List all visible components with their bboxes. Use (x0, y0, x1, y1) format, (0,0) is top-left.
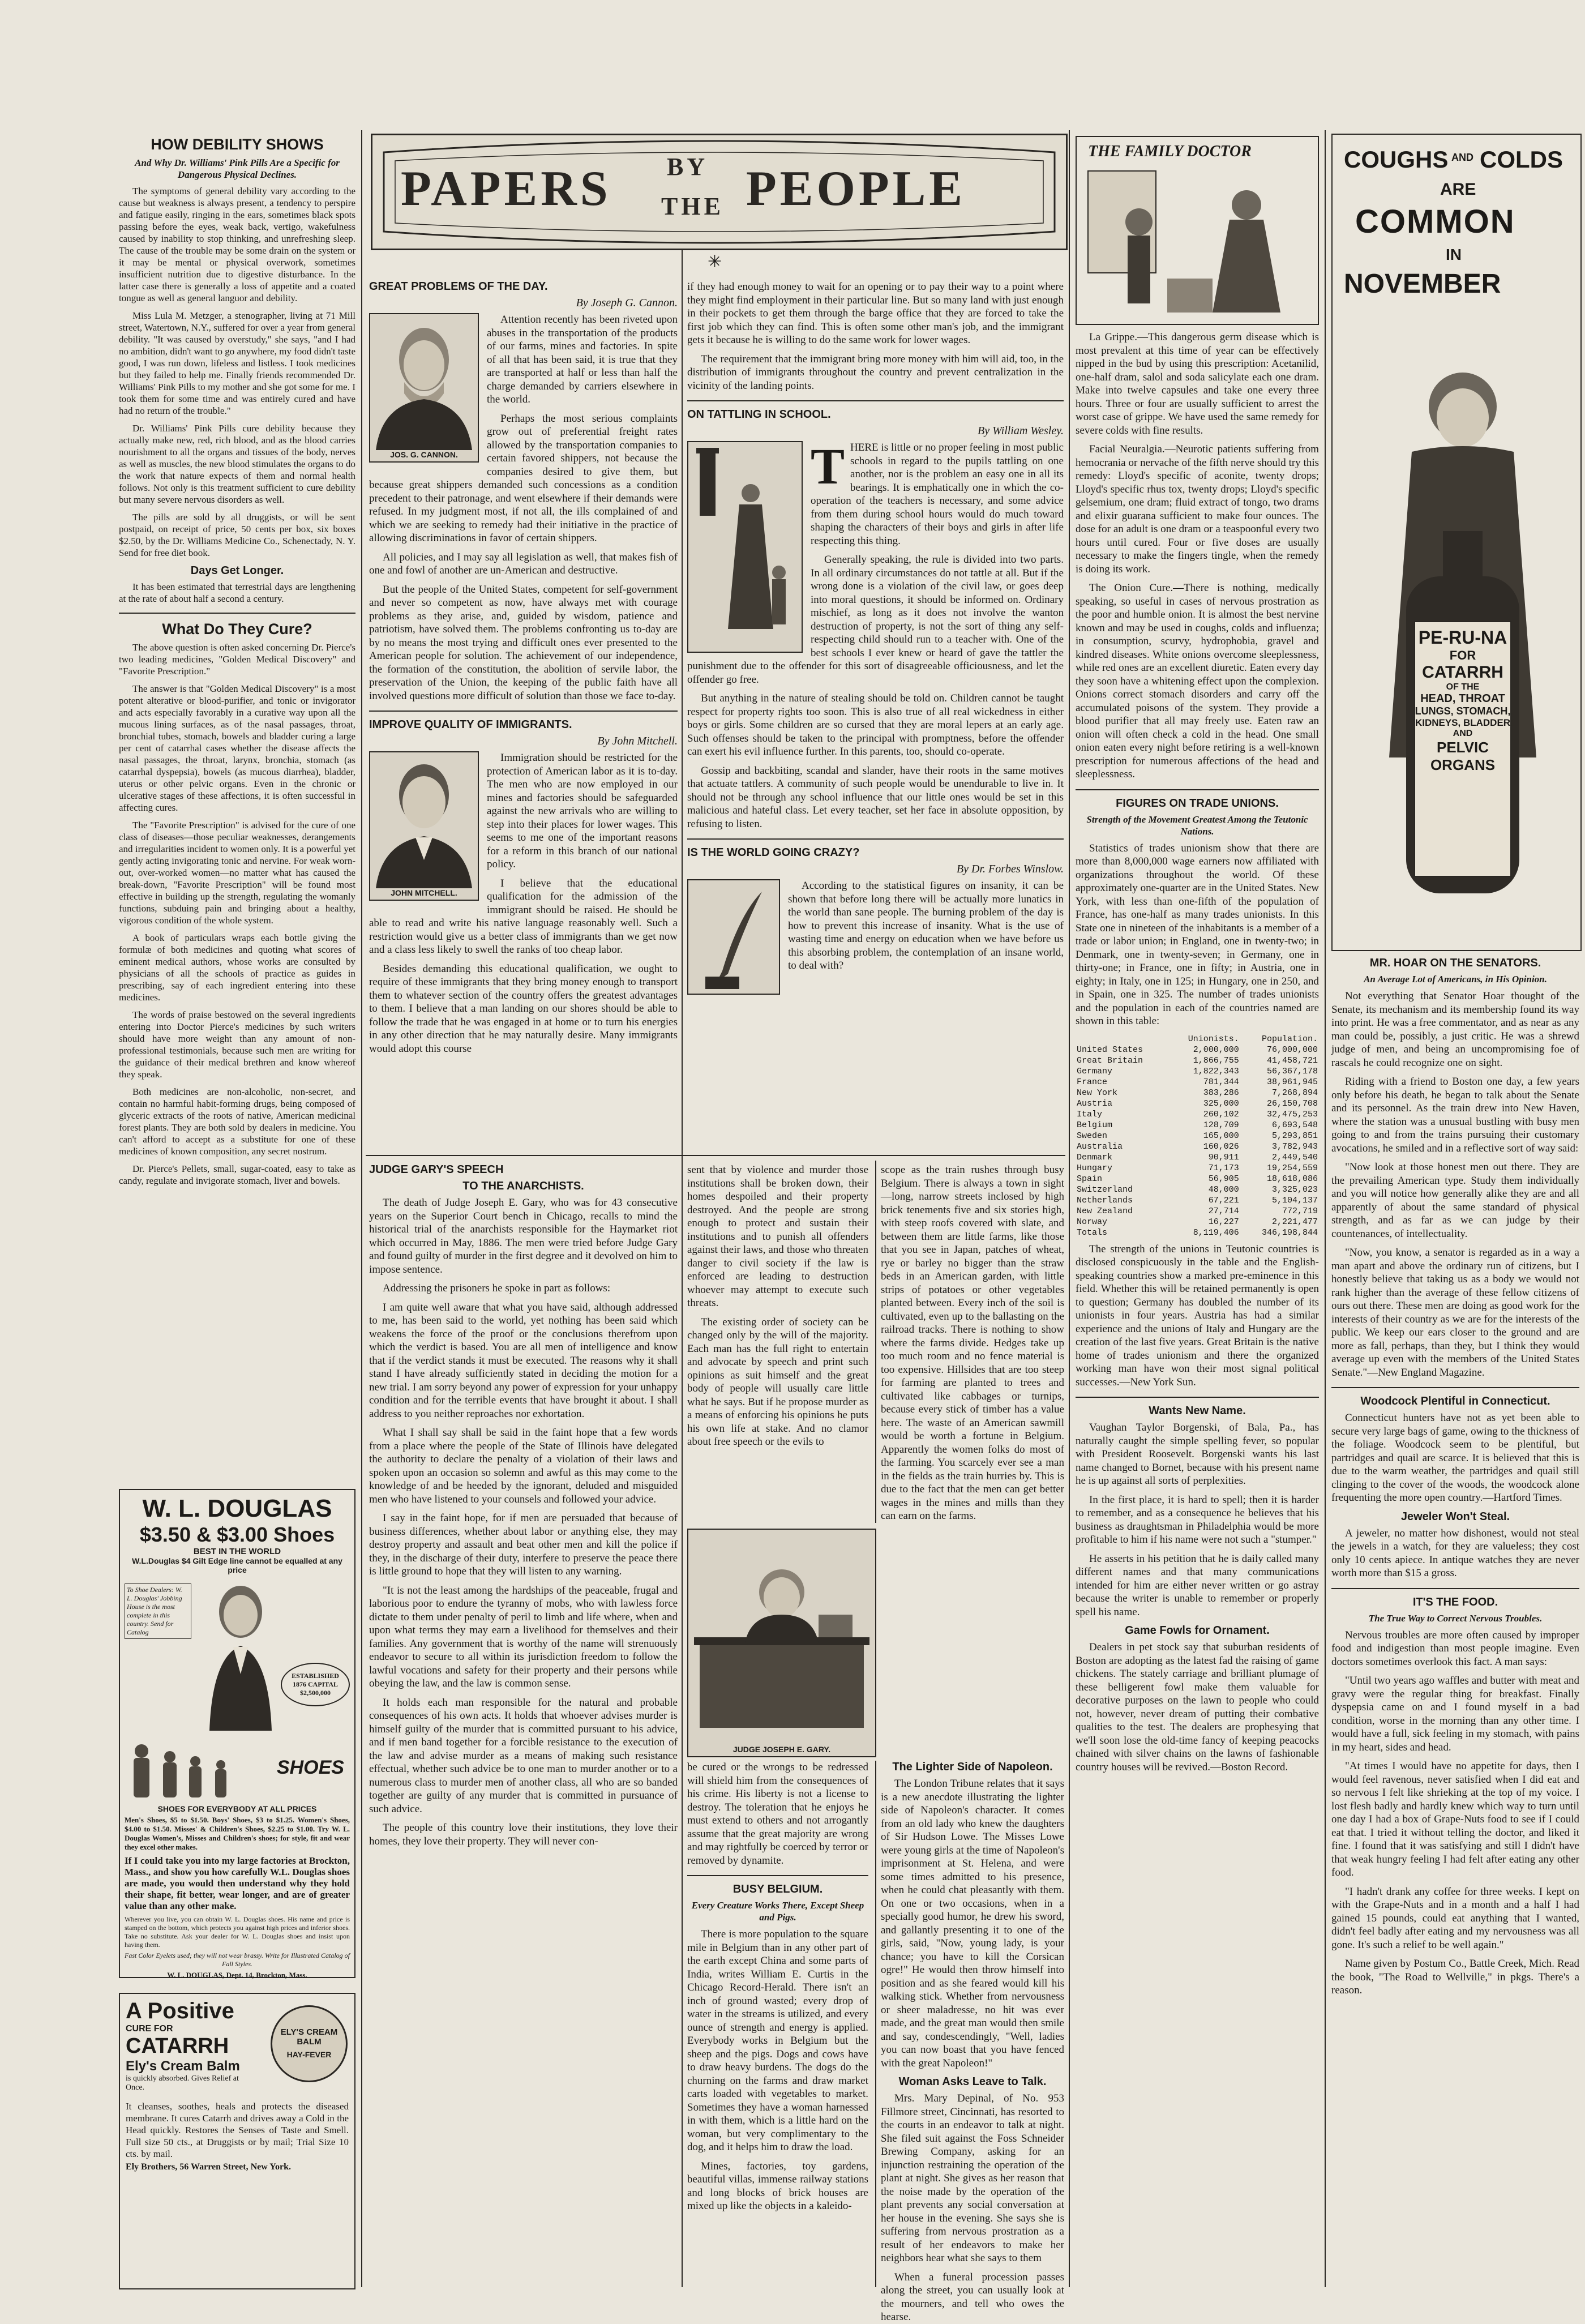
napoleon-paragraph: The London Tribune relates that it says is a new anecdote illustrating the lighter side of Napoleon's character. It comes from an old lady who knew the daughters of Sir Hudson Lowe. The Misses Lowe were young girls at the time of Napoleon's imprisonment at St. Helena, and were some times admitted to his presence, when he could chat pleasantly with them. On one or two occasions, when in a specially good humor, he drew his sword, and gallantly presenting it to one of the girls, said, "Now, young lady, is your chance; you have to kill the Corsican ogre!" He would then throw himself into position and as she feared would kill his walking stick. Whether from nervousness or sheer maladresse, no hit was ever made, and the great man would then smile and say, condescendingly, "Well, ladies you can now boast that you have fenced with the great Napoleon!" (881, 1778, 1064, 2069)
table-cell: 71,173 (1208, 1163, 1239, 1173)
cure-paragraph: Dr. Pierce's Pellets, small, sugar-coated, easy to take as candy, regulate and invigorate stomach, liver and bowels. (119, 1163, 355, 1186)
great-problems-paragraph: Perhaps the most serious complaints grow out of preferential freight rates allowed by the transportation companies to certain favored shippers, not because the companies desired to give them, but because great shippers demanded such concessions as a condition precedent to their patronage, and went elsewhere if their demands were refused. In my judgment most, if not all, the ills complained of and which we are seeking to remedy had their initiative in the practice of allowing discriminations in favor of certain shippers. (369, 412, 678, 544)
peruna-common: COMMON (1355, 203, 1515, 240)
table-cell: 772,719 (1282, 1206, 1318, 1216)
table-cell: Spain (1077, 1174, 1103, 1184)
table-row (1076, 1217, 1319, 1227)
table-cell: 48,000 (1208, 1184, 1239, 1195)
food-paragraph: Nervous troubles are more often caused by improper food and indigestion than most people imagine. Even doctors sometimes overlook this fact. A man says: (1331, 1629, 1579, 1668)
portrait-icon (370, 752, 478, 888)
column-4-upper (881, 1163, 1064, 1526)
douglas-address: W. L. DOUGLAS, Dept. 14, Brockton, Mass. (167, 1971, 307, 1979)
peruna-label-line: HEAD, THROAT (1420, 692, 1505, 705)
immigrants-byline: By John Mitchell. (597, 735, 678, 747)
peruna-november: NOVEMBER (1344, 269, 1501, 299)
belgium-paragraph: There is more population to the square mile in Belgium than in any other part of the earth except China and some parts of India, writes William E. Curtis in the Chicago Record-Herald. There isn't an inch of ground wasted; every drop of water in the streams is utilized, and every ounce of strength and energy is applied. Everybody works in Belgium but the sheep and the pigs. Dogs and cows have to draw heavy burdens. The dogs do the churning on the farms and draw market carts loaded with vegetables to market. Sometimes they have a woman harnessed in with them, which is a little hard on the woman, but very complimentary to the dog, and it helps him to draw the load. (687, 1928, 868, 2153)
shoes-word: SHOES (276, 1757, 344, 1778)
table-cell: Norway (1077, 1217, 1108, 1227)
peruna-label-line: OF THE (1446, 682, 1480, 692)
table-row (1076, 1088, 1319, 1098)
immigrants-paragraph: Besides demanding this educational qualification, we ought to require of these immigrants that they bring money enough to transport them to whatever section of the country offers the greatest advantages to them. I believe that a man landing on our shores should be able to follow the trade that he was engaged in at home or to turn his energies in any other direction that he may naturally desire. Many immigrants would adopt this course (369, 962, 678, 1055)
douglas-portrait (204, 1578, 277, 1731)
gary-continued: be cured or the wrongs to be redressed will shield him from the consequences of his crime. His liberty is not a license to destroy. The toleration that he enjoys he must extend to others and not arrogantly assume that the great majority are wrong and may rightfully be coerced by terror or removed by dynamite. (687, 1761, 868, 1867)
peruna-label-line: FOR (1449, 648, 1476, 662)
table-cell: 27,714 (1208, 1206, 1239, 1216)
names-paragraph: Vaughan Taylor Borgenski, of Bala, Pa., has naturally caught the simple spelling fever, so popular with President Roosevelt. Borgenski wants his last name changed to Bornet, because with his present name he is up against all sorts of perplexities. (1076, 1422, 1319, 1487)
masthead-by: BY (667, 153, 709, 181)
table-cell: Germany (1077, 1066, 1113, 1076)
table-cell: 325,000 (1203, 1098, 1239, 1108)
column-3-lower-b (687, 1761, 868, 2287)
peruna-ad (1331, 134, 1582, 951)
food-paragraph: Name given by Postum Co., Battle Creek, Mich. Read the book, "The Road to Wellville," in pkgs. There's a reason. (1331, 1958, 1579, 1996)
days-headline: Days Get Longer. (190, 564, 284, 577)
fowls-headline: Game Fowls for Ornament. (1125, 1624, 1270, 1637)
table-cell: 8,119,406 (1193, 1227, 1239, 1238)
column-6 (1331, 957, 1579, 2287)
table-row (1076, 1141, 1319, 1152)
elys-tagline: is quickly absorbed. Gives Relief at Once. (126, 2074, 239, 2092)
section-rule (366, 1155, 1065, 1156)
table-row (1076, 1109, 1319, 1120)
table-cell: Austria (1077, 1098, 1113, 1108)
douglas-tagline: W.L.Douglas $4 Gilt Edge line cannot be equalled at any price (132, 1556, 342, 1574)
food-paragraph: "Until two years ago waffles and butter with meat and gravy were the regular thing for breakfast. Finally dyspepsia came on and I found myself in a bad condition, worse in the morning than any other time. I would have a full, sick feeling in my stomach, with pains in my heart, sides and head. (1331, 1675, 1579, 1753)
woman-paragraph: When a funeral procession passes along the street, you can usually look at the mourners, and tell who owes the hearse. (881, 2271, 1064, 2323)
table-cell: Netherlands (1077, 1195, 1133, 1205)
tattling-headline: ON TATTLING IN SCHOOL. (687, 408, 831, 421)
hoar-paragraph: Not everything that Senator Hoar thought of the Senate, its mechanism and its membership found its way into print. He was a free commentator, and as near as any man could be, possibly, a just critic. He was a shrewd judge of men, and being an uncompromising foe of rascals he could recognize one on sight. (1331, 990, 1579, 1069)
column-rule (1325, 130, 1326, 2287)
portrait-icon (204, 1578, 277, 1731)
table-cell: 781,344 (1203, 1077, 1239, 1087)
unions-paragraph: Statistics of trades unionism show that there are more than 8,000,000 wage earners now affiliated with organizations throughout the world. Of these approximately one-quarter are in the United States. New York, with less than one-fifth of the population of France, has one-half as many trades unionists. In this State one in nineteen of the inhabitants is a member of a trade or labor union; in England, one in twenty-two; in Denmark, one in twenty-seven; in Germany, one in thirty-one; in France, one in fifty; in Austria, one in eighty; in Italy, one in 125; in Hungary, one in 250, and in Spain, one in 325. The number of trades unionists and the population in each of the countries named are shown in this table: (1076, 842, 1319, 1027)
column-rule (682, 249, 683, 2287)
table-cell: Totals (1077, 1227, 1108, 1238)
table-cell: New Zealand (1077, 1206, 1133, 1216)
peruna-bottle-label (1415, 627, 1511, 774)
belgium-headline: BUSY BELGIUM. (732, 1883, 823, 1895)
divider (687, 1875, 868, 1876)
family-doctor-illustration-icon (1077, 137, 1318, 322)
table-row (1076, 1120, 1319, 1131)
table-cell: 16,227 (1208, 1217, 1239, 1227)
table-cell: 19,254,559 (1266, 1163, 1318, 1173)
insanity-byline: By Dr. Forbes Winslow. (956, 863, 1064, 875)
peruna-colds: COLDS (1480, 146, 1563, 173)
gary-paragraph: The death of Judge Joseph E. Gary, who was for 43 consecutive years on the Superior Court bench in Chicago, recalls to mind the historical trial of the anarchists responsible for the Haymarket riot which occurred in May, 1886. The men were tried before Judge Gary and found guilty of murder in the first degree and it devolved on him to impose sentence. (369, 1197, 678, 1276)
cannon-caption: JOS. G. CANNON. (390, 450, 458, 459)
star-ornament-icon: ✳ (708, 252, 722, 271)
tattling-paragraph: HERE is little or no proper feeling in most public schools in regard to the pupils tattling on one another, nor is the problem an easy one in all its bearings. It is emphatically one in which the co-operation of the teachers is necessary, and some advice from them during school hours would do much toward shaping the characters of their boys and girls in after life respecting this thing. (811, 442, 1064, 547)
table-cell: Hungary (1077, 1163, 1113, 1173)
peruna-label-line: AND (1453, 729, 1473, 738)
table-cell: Sweden (1077, 1131, 1108, 1141)
peruna-label-line: CATARRH (1422, 663, 1503, 682)
divider (687, 400, 1064, 401)
immigrants-headline: IMPROVE QUALITY OF IMMIGRANTS. (369, 718, 572, 731)
hoar-headline: MR. HOAR ON THE SENATORS. (1369, 957, 1541, 969)
divider (1076, 789, 1319, 790)
days-paragraph: It has been estimated that terrestrial days are lengthening at the rate of about half a second a century. (119, 581, 355, 604)
table-cell: 32,475,253 (1266, 1109, 1318, 1119)
elys-address: Ely Brothers, 56 Warren Street, New York. (126, 2162, 291, 2172)
table-cell: 2,221,477 (1271, 1217, 1318, 1227)
douglas-prices: Men's Shoes, $5 to $1.50. Boys' Shoes, $3 to $1.25. Women's Shoes, $4.00 to $1.50. Misses' & Children's Shoes, $2.25 to $1.00. Try W. L. Douglas Women's, Misses and Children's shoes; for style, fit and wear they excel other makes. (125, 1816, 350, 1851)
names-paragraph: He asserts in his petition that he is daily called many different names and that many communications intended for him are either never written or go astray because the writer is unable to remember or properly spell his name. (1076, 1552, 1319, 1618)
table-cell: Belgium (1077, 1120, 1113, 1130)
tattling-paragraph: Generally speaking, the rule is divided into two parts. In all ordinary circumstances do not tattle at all. But if the wrong done is a violation of the civil law, or goes deep into moral questions, it should be informed on. Ordinary mischief, as long as it does not involve the wanton destruction of property, is not the sort of thing any self-respecting child should run to a teacher with. One of the best schools I ever knew or heard of gave the tattler the punishment due to the offender for this sort of disagreeable officiousness, and let the offender go free. (687, 554, 1064, 686)
unions-headline: FIGURES ON TRADE UNIONS. (1116, 797, 1279, 810)
elys-subline: CURE FOR (126, 2024, 173, 2034)
unions-paragraph: The strength of the unions in Teutonic countries is disclosed conspicuously in the table and the English-speaking countries show a marked pre-eminence in this field. Whether this will be retained permanently is open to question; Germany has doubled the number of its unionists in four years. Austria has had a similar experience and the unions of Italy and Hungary are the creation of the last five years. Great Britain is the native home of trades unionism and there the organized working man have won their most signal political successes.—New York Sun. (1076, 1243, 1319, 1388)
gary-paragraph: "It is not the least among the hardships of the peaceable, frugal and laborious poor to endure the tyranny of mobs, who with lawless force dictate to them under penalty of peril to limb and life where, when and upon what terms they may earn a livelihood for themselves and their families. Any government that is worthy of the name will strenuously endeavor to secure to all within its jurisdiction freedom to follow the lawful vocations and safety for their property and their persons while obeying the law, and the law is common sense. (369, 1584, 678, 1689)
elys-cream-balm-ad (119, 1993, 355, 2289)
table-cell: Switzerland (1077, 1184, 1133, 1195)
column-3-upper (687, 280, 1064, 1149)
great-problems-paragraph: But the people of the United States, competent for self-government and never so competent as now, have always met with courage problems as they arise, and, guided by wisdom, patience and patriotism, have solved them. The problems confronting us to-day are by no means the most trying and difficult ones ever presented to the American people for solution. The achievement of our independence, the formation of the constitution, the abolition of servile labor, the preservation of the Union, the keeping of the public faith have all involved questions more difficult of solution than those we face to-day. (369, 583, 678, 702)
table-cell: 3,782,943 (1271, 1141, 1318, 1152)
table-cell: 346,198,844 (1261, 1227, 1318, 1238)
table-header-row (1076, 1034, 1319, 1045)
table-row (1076, 1163, 1319, 1174)
peruna-coughs: COUGHS (1344, 146, 1449, 173)
napoleon-headline: The Lighter Side of Napoleon. (892, 1761, 1053, 1773)
cure-paragraph: Both medicines are non-alcoholic, non-secret, and contain no harmful habit-forming drugs, being composed of glyceric extracts of the roots of native, American medicinal forest plants. They are both sold by dealers in medicine. You can't afford to accept as a substitute for one of these medicines of known composition, any secret nostrum. (119, 1086, 355, 1157)
divider (1331, 1387, 1579, 1388)
column-4-lower (881, 1761, 1064, 2323)
column-rule (875, 1761, 876, 2287)
woman-paragraph: Mrs. Mary Depinal, of No. 953 Fillmore street, Cincinnati, has resorted to the courts in an endeavor to talk at night. She filed suit against the Foss Schneider Brewing Company, asking for an injunction restraining the operation of the plant at night. She gives as her reason that the noise made by the operation of the plant prevents any social conversation at her house in the evening. She says she is suffering from nervous prostration as a result of her endeavors to make her neighbors hear what she says to them (881, 2092, 1064, 2264)
table-cell: United States (1077, 1045, 1143, 1055)
table-cell: 165,000 (1203, 1131, 1239, 1141)
table-cell: 1,822,343 (1193, 1066, 1239, 1076)
jeweler-headline: Jeweler Won't Steal. (1400, 1510, 1510, 1523)
debility-subhead: And Why Dr. Williams' Pink Pills Are a Specific for Dangerous Physical Declines. (135, 157, 340, 180)
peruna-label-line: ORGANS (1430, 756, 1496, 773)
douglas-body: If I could take you into my large factories at Brockton, Mass., and show you how carefully W.L. Douglas shoes are made, you would then understand why they hold their shape, fit better, wear longer, and are of greater value than any other make. (125, 1855, 350, 1911)
family-doctor-banner (1076, 136, 1319, 325)
immigrants-paragraph: I believe that the educational qualification for the admission of the immigrant should be raised. He should be able to read and write his native language reasonably well. Such a restriction would give us a better class of immigrants than we get now and a class less likely to swell the ranks of too cheap labor. (369, 877, 678, 956)
gary-paragraph: It holds each man responsible for the natural and probable consequences of his own acts. It holds that whoever advises murder is himself guilty of the murder that is committed pursuant to his advice, and if men band together for a forcible resistance to the execution of the law and advise murder as a means of making such resistance effectual, whether such advice be to one man to murder another or to a numerous class to murder men of another class, all who are so banded together are guilty of any murder that is committed in pursuance of such advice. (369, 1696, 678, 1815)
jeweler-paragraph: A jeweler, no matter how dishonest, would not steal the jewels in a watch, for they are valueless; they cost only 10 cents apiece. In antique watches they are never worth more than $15 a gross. (1331, 1527, 1579, 1579)
elys-hay-fever: HAY-FEVER (286, 2050, 332, 2059)
cure-paragraph: The words of praise bestowed on the several ingredients entering into Doctor Pierce's medicines by such writers should have more weight than any amount of non-professional testimonials, because such men are writing for the guidance of their medical brethren and know whereof they speak. (119, 1009, 355, 1080)
hoar-paragraph: "Now look at those honest men out there. They are the prevailing American type. Study them individually and you will notice how generally alike they are and all apparently of about the same standard of physical strength, and as far as we can judge by their countenances, of intellectuality. (1331, 1161, 1579, 1240)
hoar-paragraph: Riding with a friend to Boston one day, a few years only before his death, he began to talk about the Senate and its personnel. As the train drew into New Haven, where the station was a unusual bustling with busy men going to and from the trains pursuing their customary avocations, he smiled and in a reflective sort of way said: (1331, 1076, 1579, 1154)
gary-continued: sent that by violence and murder those institutions shall be broken down, their homes despoiled and their property destroyed. And the people are strong enough to protect and sustain their institutions and to punish all offenders against their laws, and those who threaten danger to civil society if the law is enforced are leading to destruction whoever may attempt to execute such threats. (687, 1164, 868, 1309)
table-cell: 56,905 (1208, 1174, 1239, 1184)
peruna-in: IN (1446, 246, 1462, 263)
table-row (1076, 1195, 1319, 1206)
cure-headline: What Do They Cure? (162, 620, 312, 637)
unions-subhead: Strength of the Movement Greatest Among the Teutonic Nations. (1086, 814, 1308, 837)
table-cell: 41,458,721 (1266, 1055, 1318, 1065)
names-headline: Wants New Name. (1149, 1405, 1246, 1417)
table-cell: Australia (1077, 1141, 1123, 1152)
table-row (1076, 1045, 1319, 1055)
immigrants-continued: The requirement that the immigrant bring more money with him will aid, too, in the distribution of immigrants throughout the country and prevent centralization in the vicinity of the landing points. (687, 353, 1064, 392)
table-cell: 5,293,851 (1271, 1131, 1318, 1141)
peruna-label-line: LUNGS, STOMACH, (1415, 705, 1511, 717)
cure-paragraph: The answer is that "Golden Medical Discovery" is a most potent alterative or blood-purifier, and tonic or invigorator and acts especially favorably in a curative way upon all the mucous lining surfaces, as of the nasal passages, throat, bronchial tubes, stomach, bowels and bladder curing a large per cent of catarrhal cases whether the disease affects the nasal passages, the throat, larynx, bronchia, stomach (as catarrhal dyspepsia), bowels (as mucous diarrhea), bladder, uterus or other pelvic organs. Even in the chronic or ulcerative stages of these affections, it is often successful in affecting cures. (119, 683, 355, 813)
capital-badge: ESTABLISHED 1876 CAPITAL $2,500,000 (281, 1663, 350, 1706)
gary-paragraph: I am quite well aware that what you have said, although addressed to me, has been said to the world, yet nothing has been said which weakens the force of the proof or the conclusions therefrom upon which the verdict is based. You are all men of intelligence and know that if the verdict stands it must be executed. The reasons why it shall stand I have already sufficiently stated in deciding the motion for a new trial. I am sorry beyond any power of expression for your unhappy condition and for the terrible events that have brought it about. I shall address to you neither reproaches nor exhortation. (369, 1301, 678, 1420)
elys-catarrh: CATARRH (126, 2034, 229, 2058)
table-row (1076, 1131, 1319, 1141)
peruna-and: AND (1451, 152, 1473, 163)
divider (687, 838, 1064, 840)
douglas-shoes-ad (119, 1489, 355, 1978)
gary-headline: JUDGE GARY'S SPEECH (369, 1163, 504, 1176)
table-cell: 2,449,540 (1271, 1152, 1318, 1162)
table-cell: France (1077, 1077, 1108, 1087)
gary-illustration (687, 1529, 876, 1757)
table-total-row (1076, 1227, 1319, 1238)
tattling-paragraph: But anything in the nature of stealing should be told on. Children cannot be taught respect for property rights too soon. This is also true of all real wickedness in either boys or girls. Some children are so cursed that they are moral lepers at an early age. Such offenses should be taken to the principal with promptness, before the offender can exert his evil influence further. In this parents, too, should co-operate. (687, 692, 1064, 757)
douglas-fine-print: Wherever you live, you can obtain W. L. Douglas shoes. His name and price is stamped on the bottom, which protects you against high prices and inferior shoes. Take no substitute. Ask your dealer for W. L. Douglas shoes and insist upon having them. (125, 1915, 350, 1949)
column-5 (1076, 136, 1319, 2287)
masthead-papers: PAPERS (401, 161, 611, 216)
food-headline: IT'S THE FOOD. (1412, 1595, 1498, 1608)
woman-headline: Woman Asks Leave to Talk. (898, 2075, 1047, 2088)
table-cell: 260,102 (1203, 1109, 1239, 1119)
gary-continued: The existing order of society can be changed only by the will of the majority. Each man has the full right to entertain and advocate by speech and print such opinions as suit himself and the great body of people will usually care little what he says. But if he propose murder as a means of enforcing his opinions he puts his own life at stake. And no clamor about free speech or the evils to (687, 1316, 868, 1448)
table-cell: Denmark (1077, 1152, 1113, 1162)
table-cell: 6,693,548 (1271, 1120, 1318, 1130)
douglas-price: $3.50 & $3.00 Shoes (139, 1523, 335, 1546)
column-2-lower (369, 1163, 678, 2287)
gary-paragraph: The people of this country love their institutions, they love their homes, they love their property. They will never con- (369, 1822, 678, 1847)
great-problems-headline: GREAT PROBLEMS OF THE DAY. (369, 280, 548, 293)
judge-at-bench-icon (688, 1530, 875, 1745)
elys-product: Ely's Cream Balm (126, 2058, 240, 2074)
column-rule (361, 130, 362, 2287)
fowls-paragraph: Dealers in pet stock say that suburban residents of Boston are adopting as the latest fad the raising of game chickens. The stately carriage and brilliant plumage of these belligerent fowl make them valuable for decorative purposes on the lawn to people who could not, however, never dream of putting their combative qualities to the test. The dealers are prophesying that we'll soon lose the old-time fancy of keeping peacocks chained with silver chains on the lawns of fashionable country houses will be revived.—Boston Record. (1076, 1641, 1319, 1773)
cure-paragraph: The above question is often asked concerning Dr. Pierce's two leading medicines, "Golden Medical Discovery" and "Favorite Prescription." (119, 642, 355, 677)
woodcock-headline: Woodcock Plentiful in Connecticut. (1360, 1395, 1550, 1407)
cure-paragraph: A book of particulars wraps each bottle giving the formulæ of both medicines and quoting what scores of eminent medical authors, whose works are consulted by physicians of all the schools of practice as guides in prescribing, say of each ingredient entering into these medicines. (119, 932, 355, 1003)
family-doctor-label: THE FAMILY DOCTOR (1088, 143, 1252, 160)
table-cell: 383,286 (1203, 1088, 1239, 1098)
belgium-paragraph: Mines, factories, toy gardens, beautiful villas, immense railway stations and long blocks of brick houses are mixed up like the objects in a kaleido- (687, 2160, 868, 2212)
cure-paragraph: The "Favorite Prescription" is advised for the cure of one class of diseases—those peculiar weaknesses, derangements and irregularities incident to women only. It is a powerful yet gently acting invigorating tonic and nervine. For weak worn-out, over-worked women—no matter what has caused the break-down, "Favorite Prescription" will be found most effective in building up the strength, regulating the womanly functions, subduing pain and bringing about a healthy, vigorous condition of the whole system. (119, 820, 355, 926)
mitchell-portrait (369, 751, 479, 901)
great-problems-byline: By Joseph G. Cannon. (576, 297, 678, 309)
douglas-footer: Fast Color Eyelets used; they will not wear brassy. Write for Illustrated Catalog of Fall Styles. (125, 1951, 350, 1968)
trade-unions-rows (1076, 1045, 1319, 1227)
douglas-tagline: BEST IN THE WORLD (193, 1547, 281, 1556)
table-cell: 5,104,137 (1271, 1195, 1318, 1205)
table-cell: 160,026 (1203, 1141, 1239, 1152)
debility-headline: HOW DEBILITY SHOWS (151, 136, 324, 153)
table-cell: New York (1077, 1088, 1118, 1098)
table-row (1076, 1174, 1319, 1184)
cannon-portrait (369, 313, 479, 463)
table-header: Population. (1261, 1034, 1318, 1044)
table-cell: 1,866,755 (1193, 1055, 1239, 1065)
insanity-headline: IS THE WORLD GOING CRAZY? (687, 846, 860, 859)
elys-badge (271, 2005, 348, 2082)
douglas-all-prices: SHOES FOR EVERYBODY AT ALL PRICES (157, 1804, 317, 1813)
hoar-paragraph: "Now, you know, a senator is regarded as in a way a man apart and above the ordinary run of citizens, but I honestly believe that taking us as a body we would not rank higher than the average of these fellow citizens of ours out there. These men are doing as good work for the interests of their country as we are for the interests of the public. We keep our ears closer to the ground and are more as fall, perhaps, than they, but I think they would average up even with the members of the United States Senate."—New England Magazine. (1331, 1247, 1579, 1379)
table-header: Unionists. (1188, 1034, 1239, 1044)
portrait-icon (370, 314, 478, 450)
table-row (1076, 1184, 1319, 1195)
immigrants-continued: if they had enough money to wait for an opening or to pay their way to a point where they might find employment in their particular line. But so many land with just enough in their pockets to get them through the barge office that they are forced to take the first job which they can find. This is often some other man's job, and the immigrant gets it because he is willing to do the same work for lower wages. (687, 281, 1064, 346)
debility-paragraph: The symptoms of general debility vary according to the cause but weakness is always present, a tendency to perspire and fatigue easily, ringing in the ears, sometimes black spots passing before the eyes, weak back, vertigo, wakefulness caused by inability to stop thinking, and unrefreshing sleep. The cause of the trouble may be some drain on the system or it may be mental or physical overwork, sometimes insufficient nutrition due to digestive disturbance. In the latter case there is generally a loss of appetite and a coated tongue as well as general languor and debility. (119, 186, 355, 303)
elys-body: It cleanses, soothes, heals and protects the diseased membrane. It cures Catarrh and drives away a Cold in the Head quickly. Restores the Senses of Taste and Smell. Full size 50 cts., at Druggists or by mail; Trial Size 10 cts. by mail. (126, 2101, 349, 2159)
table-row (1076, 1098, 1319, 1109)
belgium-continued: scope as the train rushes through busy Belgium. There is always a town in sight—long, narrow streets inclosed by high brick tenements five and six stories high, with steep roofs covered with slate, and between them are little farms, like those that you see in Japan, patches of wheat, rye or barley no bigger than the straw beds in an American garden, with little strips of potatoes or other vegetables planted between. Every inch of the soil is cultivated, even up to the ballasting on the railroad tracks. There is nothing to show where the farms divide. Hedges take up too much room and no fence material is too expensive. Hillsides that are too steep for farming are planted to trees and cultivated like cabbages or turnips, because every stick of timber has a value here. The waste of an American sawmill would be worth a fortune in Belgium. Apparently the women folks do most of the farming. You scarcely ever see a man in the fields as the train hurries by. This is due to the fact that the men can get better wages in the mines and mills than they can earn on the farms. (881, 1164, 1064, 1522)
masthead-the: THE (661, 192, 724, 220)
trade-unions-table (1076, 1034, 1319, 1238)
quill-pen-icon (688, 880, 779, 994)
great-problems-paragraph: Attention recently has been riveted upon abuses in the transportation of the products of our farms, mines and factories. In spite of all that has been said, it is true that they are transported at half or less than half the charge demanded by carriers elsewhere in the world. (487, 314, 678, 405)
gary-paragraph: Addressing the prisoners he spoke in part as follows: (383, 1282, 611, 1294)
table-row (1076, 1206, 1319, 1217)
divider (369, 711, 678, 712)
doctor-paragraph: The Onion Cure.—There is nothing, medically speaking, so useful in cases of nervous prostration as the poor and humble onion. It is almost the best nervine known and may be used in coughs, colds and influenza; in consumption, scurvy, hydrophobia, gravel and kindred diseases. White onions overcome sleeplessness, while red ones are an excellent diuretic. Eaten every day they soon have a whitening effect upon the complexion. Onions correct stomach disorders and carry off the accumulated poisons of the system. They provide a blood purifier that all may freely use. Eaten raw an onion will often check a cold in the head. One small onion eaten every night before retiring is a well-known prescription for numerous affections of the head and sleeplessness. (1076, 582, 1319, 780)
table-cell: 128,709 (1203, 1120, 1239, 1130)
names-paragraph: In the first place, it is hard to spell; then it is harder to remember, and as a consequence he believes that his business as draughtsman in Philadelphia would be more profitable to him if his name were not such a "stumper." (1076, 1493, 1319, 1546)
belgium-subhead: Every Creature Works There, Except Sheep and Pigs. (691, 1900, 864, 1923)
food-subhead: The True Way to Correct Nervous Troubles. (1368, 1612, 1543, 1624)
gary-paragraph: What I shall say shall be said in the faint hope that a few words from a place where the people of the State of Illinois have delegated the authority to declare the penalty of a violation of their laws and spoken upon an occasion so solemn and awful as this may come to the knowledge of and be heeded by the ignorant, deluded and misguided men who have listened to your counsels and followed your advice. (369, 1427, 678, 1505)
insanity-paragraph: According to the statistical figures on insanity, it can be shown that before long there will be actually more lunatics in the world than sane people. The burning problem of the day is how to prevent this increase of insanity. What is the use of wasting time and energy on education when we have before us this absorbing problem, the contemplation of an insane world, to deal with? (788, 880, 1064, 971)
table-row (1076, 1066, 1319, 1077)
food-paragraph: "I hadn't drank any coffee for three weeks. I kept on with the Grape-Nuts and in a month and a half I had gained 15 pounds, could eat anything that I wanted, didn't feel badly after eating and my nervousness was all gone. It's such a relief to be well again." (1331, 1885, 1579, 1951)
doctor-paragraph: La Grippe.—This dangerous germ disease which is most prevalent at this time of year can be effectively nipped in the bud by using this prescription: Acetanilid, one-half dram, salol and soda salicylate each one dram. Make into twelve capsules and take one every three hours. Three or four are usually sufficient to arrest the worst case of grippe. We have used the same remedy for severe colds with fine results. (1076, 331, 1319, 436)
tattling-illustration (687, 441, 803, 653)
peruna-label-line: KIDNEYS, BLADDER (1415, 717, 1511, 728)
column-rule (875, 1161, 876, 1523)
peruna-brand: PE-RU-NA (1418, 627, 1507, 648)
table-cell: 56,367,178 (1266, 1066, 1318, 1076)
column-2-upper (369, 280, 678, 1149)
divider (1076, 1397, 1319, 1398)
quill-illustration (687, 879, 780, 995)
table-cell: 18,618,086 (1266, 1174, 1318, 1184)
table-row (1076, 1152, 1319, 1163)
gary-paragraph: I say in the faint hope, for if men are persuaded that because of business differences, whether about labor or anything else, they may destroy property and assault and beat other men and kill the police if they, in the discharge of their duty, interfere to preserve the peace there is little ground to hope that they will listen to any warning. (369, 1512, 678, 1577)
debility-paragraph: The pills are sold by all druggists, or will be sent postpaid, on receipt of price, 50 cents per box, six boxes $2.50, by the Dr. Williams Medicine Co., Schenectady, N. Y. Send for free diet book. (119, 512, 355, 558)
table-cell: Great Britain (1077, 1055, 1143, 1065)
debility-paragraph: Dr. Williams' Pink Pills cure debility because they actually make new, red, rich blood, and as the blood carries nourishment to all the organs and tissues of the body, nerves as well as muscles, the new blood stimulates the organs to do the work that nature expects of them and normal health follows. Not only is this treatment sufficient to cure debility but many severe nervous disorders as well. (119, 423, 355, 505)
immigrants-paragraph: Immigration should be restricted for the protection of American labor as it is to-day. The men who are now employed in our mines and factories should be safeguarded against the new arrivals who are willing to step into their places for lower wages. This seems to me one of the important reasons for a reform in this branch of our national policy. (487, 752, 678, 870)
table-cell: 26,150,708 (1266, 1098, 1318, 1108)
woodcock-paragraph: Connecticut hunters have not as yet been able to secure very large bags of game, owing to the thickness of the foliage. Woodcock seem to be plentiful, but partridges and quail are scarce. It is believed that this is due to the warm weather, the partridges and quail still clinging to the cover of the woods, the woodcock alone frequenting the more open country.—Hartford Times. (1331, 1412, 1579, 1504)
tattling-byline: By William Wesley. (977, 425, 1064, 437)
dealer-box: To Shoe Dealers: W. L. Douglas' Jobbing House is the most complete in this country. Send for Catalog (125, 1583, 191, 1639)
debility-paragraph: Miss Lula M. Metzger, a stenographer, living at 71 Mill street, Watertown, N.Y., suffered for over a year from general debility. "It was caused by overstudy," she says, "and I had no ambition, didn't want to go anywhere, my food didn't taste good, I was run down, lifeless and listless. I took medicines but they failed to help me. Finally friends recommended Dr. Williams' Pink Pills to my mother and she got some for me. I took them for some time and was entirely cured and have had no return of the trouble." (119, 310, 355, 416)
great-problems-paragraph: All policies, and I may say all legislation as well, that makes fish of one and fowl of another are un-American and destructive. (369, 551, 678, 576)
column-rule (1069, 130, 1070, 2287)
table-cell: 76,000,000 (1266, 1045, 1318, 1055)
gary-caption: JUDGE JOSEPH E. GARY. (732, 1745, 831, 1754)
drop-cap: T (811, 439, 845, 495)
table-row (1076, 1055, 1319, 1066)
food-paragraph: "At times I would have no appetite for days, then I would feel ravenous, never satisfied when I did eat and so nervous I felt like shrieking at the top of my voice. I lost flesh badly and hardly knew which way to turn until one day I had a box of Grape-Nuts food to see if I could eat that. I tried it without telling the doctor, and liked it fine. I found that it was satisfying and still I didn't have that weak hungry feeling I had felt after eating any other food. (1331, 1760, 1579, 1878)
douglas-brand: W. L. DOUGLAS (142, 1495, 332, 1522)
tattling-paragraph: Gossip and backbiting, scandal and slander, have their roots in the same motives that actuate tattlers. A community of such people would be unendurable to live in. It should not be through any school influence that our little ones would be set in this malicious and hateful class. Let every teacher, set her face in absolute opposition, by refusing to listen. (687, 764, 1064, 830)
table-cell: 67,221 (1208, 1195, 1239, 1205)
peruna-are: ARE (1440, 180, 1476, 199)
doctor-paragraph: Facial Neuralgia.—Neurotic patients suffering from hemocrania or nervache of the fifth nerve should try this remedy: Lloyd's specific of aconite, twenty drops; Lloyd's specific rhus tox, twenty drops; Lloyd's specific gelsemium, one dram; fluid extract of tongo, two drams and elixir guarana sufficient to make four ounces. The dose for an adult is one dram or a teaspoonful every two hours until cured. Four or five doses are usually necessary to make the fingers tingle, when the remedy is doing its work. (1076, 443, 1319, 575)
mitchell-caption: JOHN MITCHELL. (391, 888, 457, 897)
peruna-label-line: PELVIC (1437, 739, 1489, 756)
masthead-banner (371, 134, 1068, 250)
schoolroom-icon (688, 442, 802, 652)
table-cell: 2,000,000 (1193, 1045, 1239, 1055)
table-cell: 90,911 (1208, 1152, 1239, 1162)
masthead-people: PEOPLE (746, 161, 966, 216)
gary-headline: TO THE ANARCHISTS. (462, 1180, 584, 1192)
table-cell: 3,325,023 (1271, 1184, 1318, 1195)
elys-badge-text: ELY'S CREAM BALM (280, 2027, 338, 2047)
table-row (1076, 1077, 1319, 1088)
table-cell: 7,268,894 (1271, 1088, 1318, 1098)
hoar-subhead: An Average Lot of Americans, in His Opinion. (1364, 974, 1547, 985)
elys-headline: A Positive (126, 1998, 234, 2023)
table-cell: 38,961,945 (1266, 1077, 1318, 1087)
table-cell: Italy (1077, 1109, 1103, 1119)
divider (1331, 1588, 1579, 1589)
divider (119, 613, 355, 614)
